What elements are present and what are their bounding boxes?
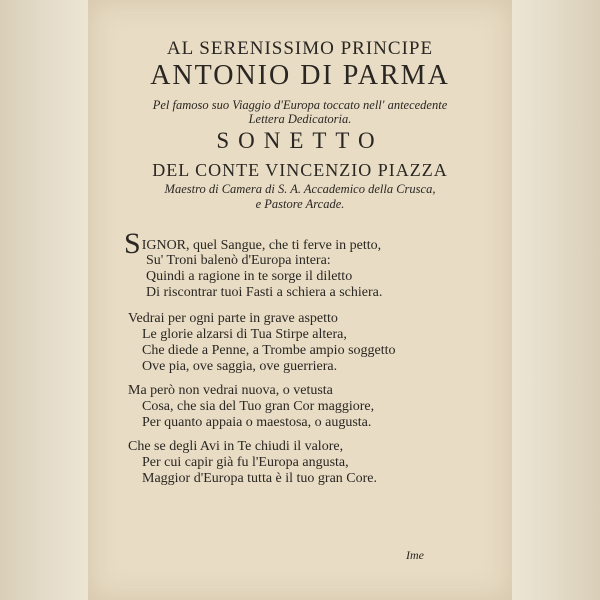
poem-line: Su' Troni balenò d'Europa intera: <box>146 253 331 268</box>
dedication-line: AL SERENISSIMO PRINCIPE <box>166 38 434 59</box>
poem-line: Che diede a Penne, a Trombe ampio soggetto <box>142 343 396 358</box>
poem-line: Le glorie alzarsi di Tua Stirpe altera, <box>142 327 347 342</box>
poem-line: Per quanto appaia o maestosa, o augusta. <box>142 415 372 430</box>
poem-line: Di riscontrar tuoi Fasti a schiera a schiera. <box>146 285 383 300</box>
poem-line: Per cui capir già fu l'Europa angusta, <box>142 455 349 470</box>
poem-line-text: IGNOR, quel Sangue, che ti ferve in petto, <box>141 238 382 253</box>
dedicatee-name: ANTONIO DI PARMA <box>150 60 450 91</box>
author-role-1: Maestro di Camera di S. A. Accademico della Crusca, <box>164 182 436 196</box>
poem-line: Che se degli Avi in Te chiudi il valore, <box>128 439 344 454</box>
poem-line: Cosa, che sia del Tuo gran Cor maggiore, <box>142 399 375 414</box>
poem-line: Quindi a ragione in te sorge il diletto <box>146 269 353 284</box>
catchword: Ime <box>406 548 424 562</box>
poem-line: Ove pia, ove saggia, ove guerriera. <box>142 359 338 374</box>
dedication-subtitle-1: Pel famoso suo Viaggio d'Europa toccato nell' antecedente <box>152 98 448 112</box>
poem-line: Vedrai per ogni parte in grave aspetto <box>128 311 338 326</box>
poem-line: Maggior d'Europa tutta è il tuo gran Core. <box>142 471 378 486</box>
background-right <box>504 0 600 600</box>
drop-cap: S <box>124 227 141 260</box>
author-name: DEL CONTE VINCENZIO PIAZZA <box>152 160 448 180</box>
poem-title: SONETTO <box>216 128 384 153</box>
background-left <box>0 0 96 600</box>
book-page <box>88 0 512 600</box>
poem-line: Ma però non vedrai nuova, o vetusta <box>128 383 333 398</box>
dedication-subtitle-2: Lettera Dedicatoria. <box>248 112 352 126</box>
author-role-2: e Pastore Arcade. <box>255 197 345 211</box>
